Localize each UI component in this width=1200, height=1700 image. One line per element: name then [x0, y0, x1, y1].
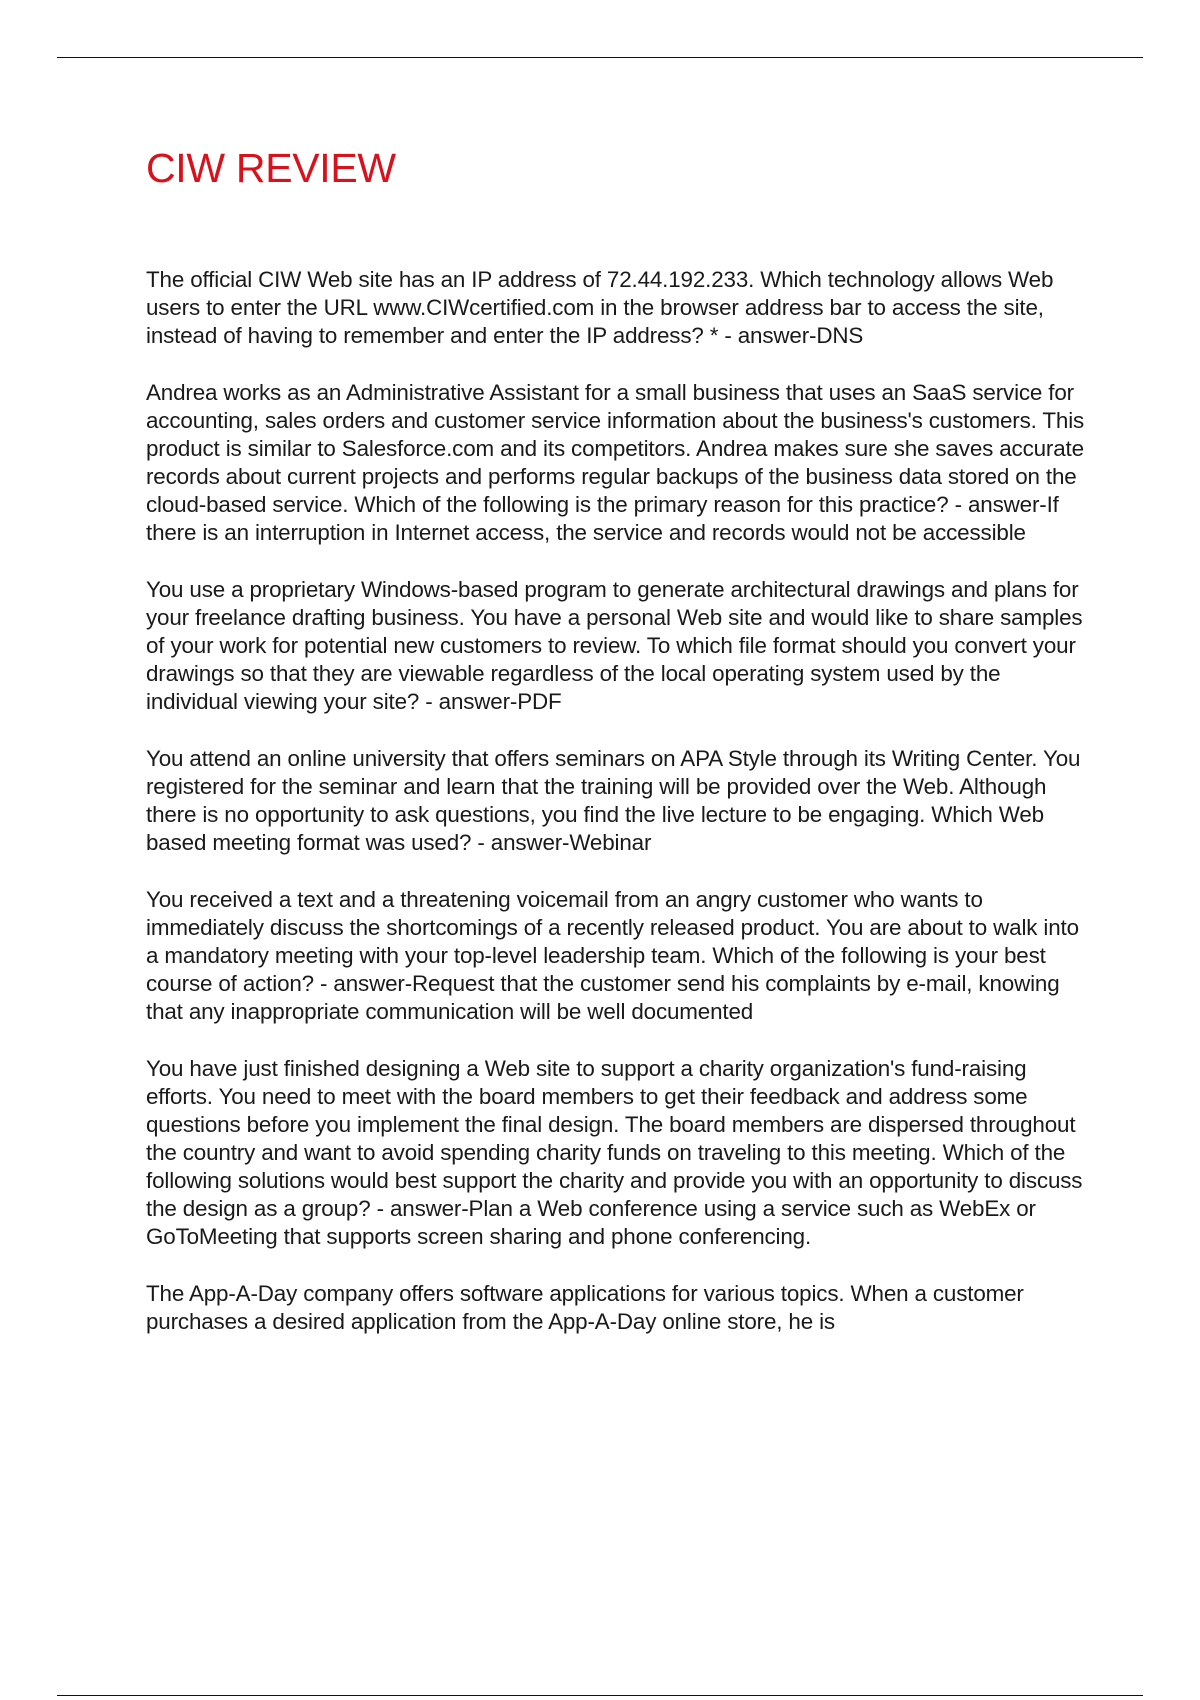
- qa-paragraph-6: You have just finished designing a Web site to support a charity organization's fund-raising efforts. You need to meet with the board members to get their feedback and address some questions before you implement the final design. The board members are dispersed throughout the country and want to avoid spending charity funds on traveling to this meeting. Which of the following solutions would best support the charity and provide you with an opportunity to discuss the design as a group? - answer-Plan a Web conference using a service such as WebEx or GoToMeeting that supports screen sharing and phone conferencing.: [146, 1055, 1083, 1250]
- qa-paragraph-3: You use a proprietary Windows-based program to generate architectural drawings and plans for your freelance drafting business. You have a personal Web site and would like to share samples of your work for potential new customers to review. To which file format should you convert your drawings so that they are viewable regardless of the local operating system used by the individual viewing your site? - answer-PDF: [146, 576, 1083, 715]
- qa-paragraph-4: You attend an online university that offers seminars on APA Style through its Writing Center. You registered for the seminar and learn that the training will be provided over the Web. Although there is no opportunity to ask questions, you find the live lecture to be engaging. Which Web based meeting format was used? - answer-Webinar: [146, 745, 1081, 856]
- qa-paragraph-1: The official CIW Web site has an IP address of 72.44.192.233. Which technology allows Web users to enter the URL www.CIWcertified.com in the browser address bar to access the site, instead of having to remember and enter the IP address? * - answer-DNS: [146, 267, 1054, 349]
- bottom-divider: [57, 1695, 1143, 1696]
- qa-paragraph-7: The App-A-Day company offers software applications for various topics. When a customer purchases a desired application from the App-A-Day online store, he is: [146, 1280, 1024, 1334]
- qa-paragraph-2: Andrea works as an Administrative Assistant for a small business that uses an SaaS service for accounting, sales orders and customer service information about the business's customers. This product is similar to Salesforce.com and its competitors. Andrea makes sure she saves accurate records about current projects and performs regular backups of the business data stored on the cloud-based service. Which of the following is the primary reason for this practice? - answer-If there is an interruption in Internet access, the service and records would not be accessible: [146, 379, 1085, 546]
- top-divider: [57, 57, 1143, 58]
- document-title: CIW REVIEW: [146, 145, 396, 191]
- document-body: [146, 266, 1091, 1365]
- qa-paragraph-5: You received a text and a threatening voicemail from an angry customer who wants to immediately discuss the shortcomings of a recently released product. You are about to walk into a mandatory meeting with your top-level leadership team. Which of the following is your best course of action? - answer-Request that the customer send his complaints by e-mail, knowing that any inappropriate communication will be well documented: [146, 886, 1079, 1025]
